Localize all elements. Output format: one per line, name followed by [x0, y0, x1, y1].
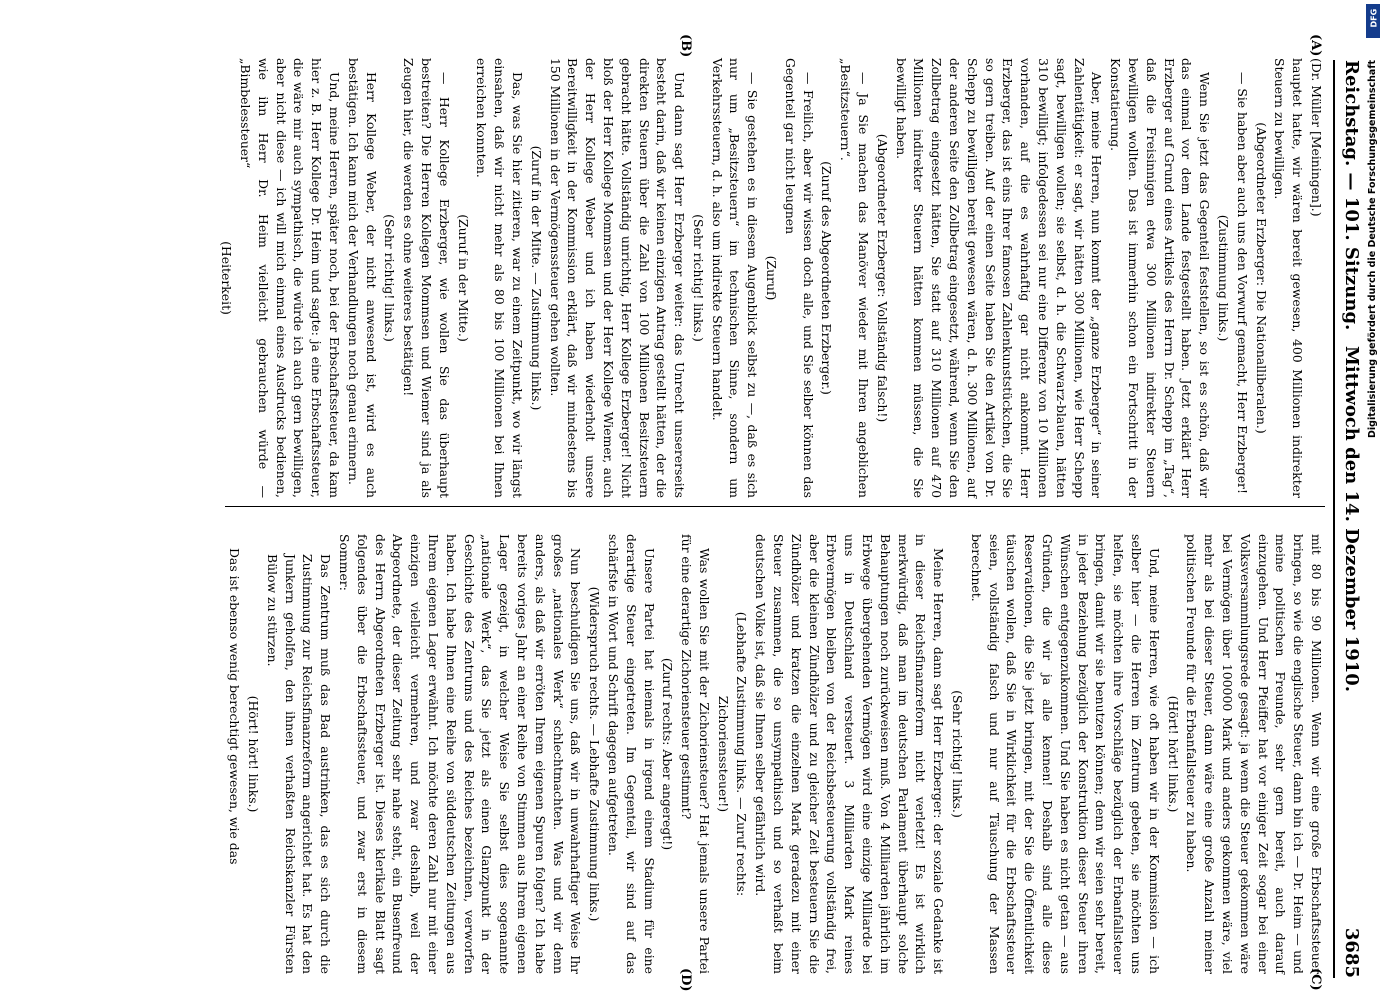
digitization-credit [1352, 0, 1382, 1000]
paragraph: Herr Kollege Weber, der nicht anwesend ist, wird es auch bestätigen. Ich kann mich der Verhandlungen noch genau erinnern. [345, 58, 379, 498]
paragraph: — Freilich, aber wir wissen doch alle, und Sie selber können das Gegenteil gar nicht leugnen [782, 58, 816, 498]
paragraph: (Sehr richtig! links.) [950, 690, 966, 818]
paragraph: (Abgeordneter Erzberger: Die Nationalliberalen.) [1253, 122, 1269, 434]
paragraph: (Sehr richtig! links.) [382, 214, 398, 342]
margin-mark-b: (B) [678, 34, 693, 58]
paragraph: Unsere Partei hat niemals in irgend einem Stadium für eine derartige Steuer eingetreten. Im Gegenteil, wir sind auf das schärfste in Wort und Schrift dagegen aufgetreten. [605, 534, 657, 974]
paragraph: Aber, meine Herren, nun kommt der „ganze Erzberger“ in seiner Zahlentätigkeit: er sagt, wir hätten 300 Millionen, wie Herr Schepp sagt, bewilligen wollen; sie selbst, d. h. die Schwarz-blauen, hätten 310 bewilligt; infolgedessen sei nur eine Differenz von 10 Millionen vorhanden, auf die es wahrhaftig gar nicht ankommt. Herr Erzberger, das ist eins Ihrer famosen Zahlenkunststückchen, die Sie so gern treiben. Auf der einen Seite haben Sie den Artikel von Dr. Schepp zu bewilligen bereit gewesen wären, d. h. 300 Millionen, auf der anderen Seite den Zollbetrag eingesetzt, während, wenn Sie den Zollbetrag eingesetzt hätten, Sie statt auf 310 Millionen auf 470 Millionen indirekter Steuern hätten kommen müssen, die Sie bewilligt haben. [893, 58, 1105, 498]
dfg-logo-text: DFG [1369, 8, 1379, 28]
paragraph: Das, was Sie hier zitieren, war zu einem Zeitpunkt, wo wir längst einsahen, daß wir nicht mehr als 80 bis 100 Millionen bei Ihnen erreichen konnten. [474, 58, 525, 498]
paragraph: (Abgeordneter Erzberger: Vollständig falsch!) [874, 133, 890, 423]
dfg-logo-box [1366, 4, 1380, 38]
header-session-title: Reichstag. — 101. Sitzung. [1341, 60, 1362, 331]
header-date: Mittwoch den 14. Dezember 1910. [1341, 345, 1362, 693]
paragraph: Meine Herren, dann sagt Herr Erzberger: der soziale Gedanke ist in dieser Reichsfinanzreform nicht verletzt! Es ist wirklich merkwürdig, daß man im deutschen Parlament überhaupt solche Behauptungen noch zurückweisen muß. Von 4 Milliarden jährlich im Erbwege übergehenden Vermögen wird eine einzige Milliarde bei uns in Deutschland versteuert. 3 Milliarden Mark reines Erbvermögen bleiben von der Reichsbesteuerung vollständig frei, aber die kleinen Zündhölzer und zu gleicher Zeit besteuern Sie die Zündhölzer und kratzen die einzelnen Mark geradezu mit einer Steuer zusammen, die so unsympathisch und so verhaßt beim deutschen Volke ist, daß sie Ihnen selber gefährlich wird. [753, 534, 947, 974]
paragraph: (Zuruf in der Mitte. — Zustimmung links.) [528, 145, 544, 411]
paragraph: (Hört! hört! links.) [245, 695, 261, 813]
margin-mark-a: (A) [1308, 34, 1323, 57]
paragraph: — Ja Sie machen das Manöver wieder mit Ihren angeblichen „Besitzsteuern“. [838, 58, 872, 498]
paragraph: (Zuruf) [764, 255, 780, 301]
paragraph: — Herr Kollege Erzberger, wie wollen Sie das überhaupt bestreiten? Die Herren Kollegen Mommsen und Wiemer sind ja als Zeugen hier, die werden es ohne weiteres bestätigen! [401, 58, 452, 498]
left-text-column [216, 58, 1325, 498]
paragraph: (Sehr richtig! links.) [690, 214, 706, 342]
paragraph: (Zuruf in der Mitte.) [455, 214, 471, 342]
paragraph: hauptet hatte, wir wären bereit gewesen, 400 Millionen indirekter Steuern zu bewilligen. [1272, 58, 1306, 498]
paragraph: (Dr. Müller [Meiningen].) [1309, 58, 1324, 217]
paragraph: Das Zentrum muß das Bad austrinken, das es sich durch die Zustimmung zur Reichsfinanzreform angerichtet hat. Es hat den Junkern geholfen, den ihnen verhaßten Reichskanzler Fürsten Bülow zu stürzen. [264, 554, 334, 974]
digitization-credit-text: Digitalisierung gefördert durch die Deutsche Forschungsgemeinschaft [1367, 60, 1378, 438]
paragraph: Und, meine Herren, wie oft haben wir in der Kommission — ich selber hier — die Herren im Zentrum gebeten, sie möchten uns helfen, sie möchten ihre Vorschläge bezüglich der Erbanfallsteuer bringen, damit wir sie benutzen können; denn wir seien sehr bereit, in jeder Beziehung bezüglich der Konstruktion dieser Steuer ihren Wünschen entgegenzukommen. Und Sie haben es nicht getan — aus Gründen, die wir ja alle kennen! Deshalb sind alle diese Reservationen, die Sie jetzt bringen, mit der Sie die Öffentlichkeit täuschen wollen, daß Sie in Wirklichkeit für die Erbschaftssteuer seien, vollständig falsch und nur auf Täuschung der Massen berechnet. [968, 534, 1162, 974]
header-page-number: 3685 [1341, 927, 1362, 978]
paragraph: Das ist ebenso wenig berechtigt gewesen, wie das [227, 548, 243, 865]
paragraph: (Zuruf rechts: Aber angeregt!) [660, 657, 676, 851]
paragraph: Was wollen Sie mit der Zichoriensteuer? Hat jemals unsere Partei für eine derartige Zichoriensteuer gestimmt? [679, 534, 712, 974]
paragraph: (Heiterkeit) [219, 241, 235, 315]
paragraph: mit 80 bis 90 Millionen. Wenn wir eine große Erbschaftssteuer bringen, so wie die englische Steuer, dann bin ich — Dr. Heim — und meine politischen Freunde, sehr gern bereit, auch darauf einzugehen. Und Herr Pfeiffer hat vor einiger Zeit sogar bei einer Volksversammlungsrede gesagt: ja wenn die Steuer gekommen wäre bei Vermögen über 100000 Mark und anders gekommen wäre, viel mehr als bei dieser Steuer, dann wäre eine große Anzahl meiner politischen Freunde für die Erbanfallsteuer zu haben. [1184, 534, 1324, 974]
paragraph: Zichorienssteuer!) [715, 695, 731, 813]
paragraph: Und, meine Herren, später noch, bei der Erbschaftssteuer, da kam hier z. B. Herr Kollege Dr. Heim und sagte: ja eine Erbschaftssteuer, die wäre mir auch sympathisch, die würde ich auch gern bewilligen, aber nicht diese — ich will mich einmal eines Ausdrucks bedienen, wie ihn Herr Dr. Heim vielleicht gebrauchen würde — „Bimbelessteuer“ [237, 58, 342, 498]
paragraph: (Widerspruch rechts. — Lebhafte Zustimmung links.) [587, 586, 603, 922]
paragraph: Nun beschuldigen Sie uns, daß wir in unwahrhaftiger Weise Ihr großes „nationales Werk“ schlechtmachten. Was und wir denn anders, als daß wir erröten Ihrem eigenen Spuren folgen? Ich habe bereits voriges Jahr an einer Reihe von Stimmen aus Ihrem eigenen Lager gezeigt, in welcher Weise Sie selbst dies sogenannte „nationale Werk“, das Sie jetzt als einen Glanzpunkt in der Geschichte des Zentrums und des Reiches bezeichnen, verworfen haben. Ich habe Ihnen eine Reihe von süddeutschen Zeitungen aus Ihrem eigenen Lager erwähnt. Ich möchte deren Zahl nur mit einer einzigen vielleicht vermehren, und zwar deshalb, weil der Abgeordnete, der dieser Zeitung sehr nahe steht, ein Busenfreund des Herrn Abgeordneten Erzberger ist. Dieses klerikale Blatt sagt folgendes über die Erbschaftssteuer, und zwar erst in diesem Sommer: [336, 534, 584, 974]
rotated-newspaper-page [43, 0, 1383, 1000]
paragraph: Wenn Sie jetzt das Gegenteil feststellen, so ist es schön, daß wir das einmal vor dem Lande festgestellt haben. Jetzt erklärt Herr Erzberger auf Grund eines Artikels des Herrn Dr. Schepp im „Tag“, daß die Freisinnigen etwa 300 Millionen indirekter Steuern bewilligen wollten. Das ist immerhin schon ein Fortschritt in der Konstatierung. [1108, 58, 1213, 498]
margin-mark-c: (C) [1308, 968, 1323, 991]
right-text-column [224, 534, 1325, 974]
dfg-logo [1364, 0, 1382, 50]
paragraph: — Sie gestehen es in diesem Augenblick selbst zu —, daß es sich nur um „Besitzsteuern“ im technischen Sinne, sondern um Verkehrssteuern, d. h. also um indirekte Steuern handelt. [709, 58, 761, 498]
paragraph: (Zustimmung links.) [1216, 214, 1232, 342]
margin-mark-d: (D) [678, 968, 693, 992]
paragraph: (Lebhafte Zustimmung links. — Zuruf rechts: [734, 611, 750, 897]
paragraph: Und dann sagt Herr Erzberger weiter: das Unrecht unsererseits besteht darin, daß wir keinen einzigen Antrag gestellt hätten, der die direkten Steuern über die Zahl von 100 Millionen Besitzsteuern gebracht hätte. Vollständig unrichtig, Herr Kollege Erzberger! Nicht bloß der Herr Kollege Mommsen und der Herr Kollege Wiemer, auch der Herr Kollege Weber und ich haben wiederholt unsere Bereitwilligkeit in der Kommission erklärt, daß wir mindestens bis 150 Millionen in der Vermögenssteuer gehen wollten. [547, 58, 688, 498]
paragraph: — Sie haben aber auch uns den Vorwurf gemacht, Herr Erzberger! [1234, 72, 1250, 494]
paragraph: (Zuruf des Abgeordneten Erzberger.) [819, 161, 835, 395]
column-divider [225, 506, 1325, 507]
paragraph: (Hört! hört! links.) [1165, 695, 1181, 813]
